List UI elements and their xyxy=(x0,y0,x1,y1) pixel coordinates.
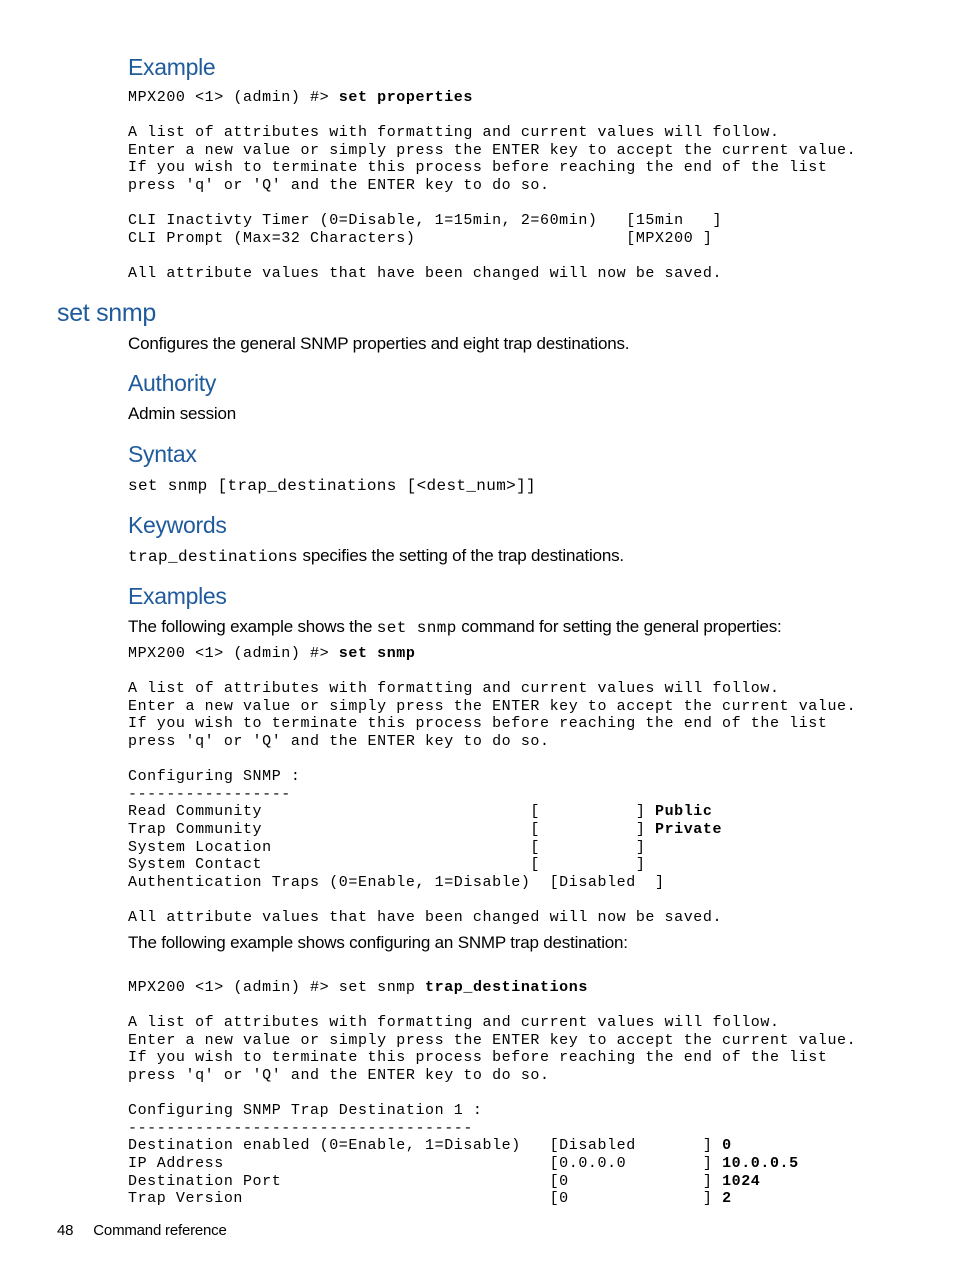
examples-heading: Examples xyxy=(128,583,227,609)
authority-heading: Authority xyxy=(128,370,217,396)
page-number: 48 xyxy=(57,1222,74,1239)
example1-code xyxy=(128,89,856,283)
keywords-heading: Keywords xyxy=(128,512,227,538)
config-value: 2 xyxy=(722,1190,732,1208)
config-row: IP Address [0.0.0.0 ] xyxy=(128,1154,723,1172)
config-title: Configuring SNMP Trap Destination 1 : ------------------------------------ xyxy=(128,1102,483,1137)
intro-before: The following example shows the xyxy=(128,617,377,636)
footer-section: Command reference xyxy=(93,1222,227,1239)
config-row: Authentication Traps (0=Enable, 1=Disable) [Disabled ] xyxy=(128,873,665,891)
config-row: Destination enabled (0=Enable, 1=Disable) [Disabled ] xyxy=(128,1137,723,1155)
intro-after: command for setting the general properties: xyxy=(456,617,782,636)
command: trap_destinations xyxy=(425,979,588,996)
example3-code xyxy=(128,979,856,1208)
prompt: MPX200 <1> (admin) #> set snmp xyxy=(128,979,426,996)
config-row: Destination Port [0 ] xyxy=(128,1172,723,1190)
keyword-term: trap_destinations xyxy=(128,548,299,566)
syntax-heading: Syntax xyxy=(128,441,197,467)
section-description: Configures the general SNMP properties and eight trap destinations. xyxy=(128,334,630,353)
config-value: Public xyxy=(654,803,713,821)
section-title: set snmp xyxy=(57,299,157,327)
config-value: Private xyxy=(654,820,723,838)
attribute-list: CLI Inactivty Timer (0=Disable, 1=15min, 2=60min) [15min ] CLI Prompt (Max=32 Characters) [MPX200 ] xyxy=(128,212,723,247)
syntax-text: set snmp [trap_destinations [<dest_num>]] xyxy=(128,477,537,495)
config-row: System Contact [ ] xyxy=(128,856,646,874)
saved-message: All attribute values that have been changed will now be saved. xyxy=(128,264,723,282)
intro-text: A list of attributes with formatting and current values will follow. Enter a new value or simply press the ENTER key to accept the current value. If you wish to terminate this process before reaching the end of the list press 'q' or 'Q' and the ENTER key to do so. xyxy=(128,680,857,750)
trap-intro: The following example shows configuring an SNMP trap destination: xyxy=(128,933,628,952)
prompt: MPX200 <1> (admin) #> xyxy=(128,645,339,662)
command: set properties xyxy=(338,89,473,106)
example-heading: Example xyxy=(128,54,216,80)
authority-text: Admin session xyxy=(128,404,236,423)
command: set snmp xyxy=(338,645,416,662)
keyword-description: specifies the setting of the trap destinations. xyxy=(298,546,624,565)
config-row: System Location [ ] xyxy=(128,838,646,856)
saved-message: All attribute values that have been changed will now be saved. xyxy=(128,908,723,926)
prompt: MPX200 <1> (admin) #> xyxy=(128,89,339,106)
intro-text: A list of attributes with formatting and current values will follow. Enter a new value or simply press the ENTER key to accept the current value. If you wish to terminate this process before reaching the end of the list press 'q' or 'Q' and the ENTER key to do so. xyxy=(128,124,857,194)
intro-code: set snmp xyxy=(376,619,457,637)
config-title: Configuring SNMP : ----------------- xyxy=(128,768,301,803)
config-value: 10.0.0.5 xyxy=(722,1154,799,1172)
config-value: 0 xyxy=(722,1137,732,1155)
config-row: Trap Community [ ] xyxy=(128,820,655,838)
config-value: 1024 xyxy=(722,1172,761,1190)
intro-text: A list of attributes with formatting and current values will follow. Enter a new value or simply press the ENTER key to accept the current value. If you wish to terminate this process before reaching the end of the list press 'q' or 'Q' and the ENTER key to do so. xyxy=(128,1014,857,1084)
examples-intro xyxy=(128,616,782,639)
config-row: Trap Version [0 ] xyxy=(128,1190,723,1208)
page-footer xyxy=(57,1222,227,1239)
example2-code xyxy=(128,645,856,927)
config-row: Read Community [ ] xyxy=(128,803,655,821)
keywords-text xyxy=(128,545,624,568)
